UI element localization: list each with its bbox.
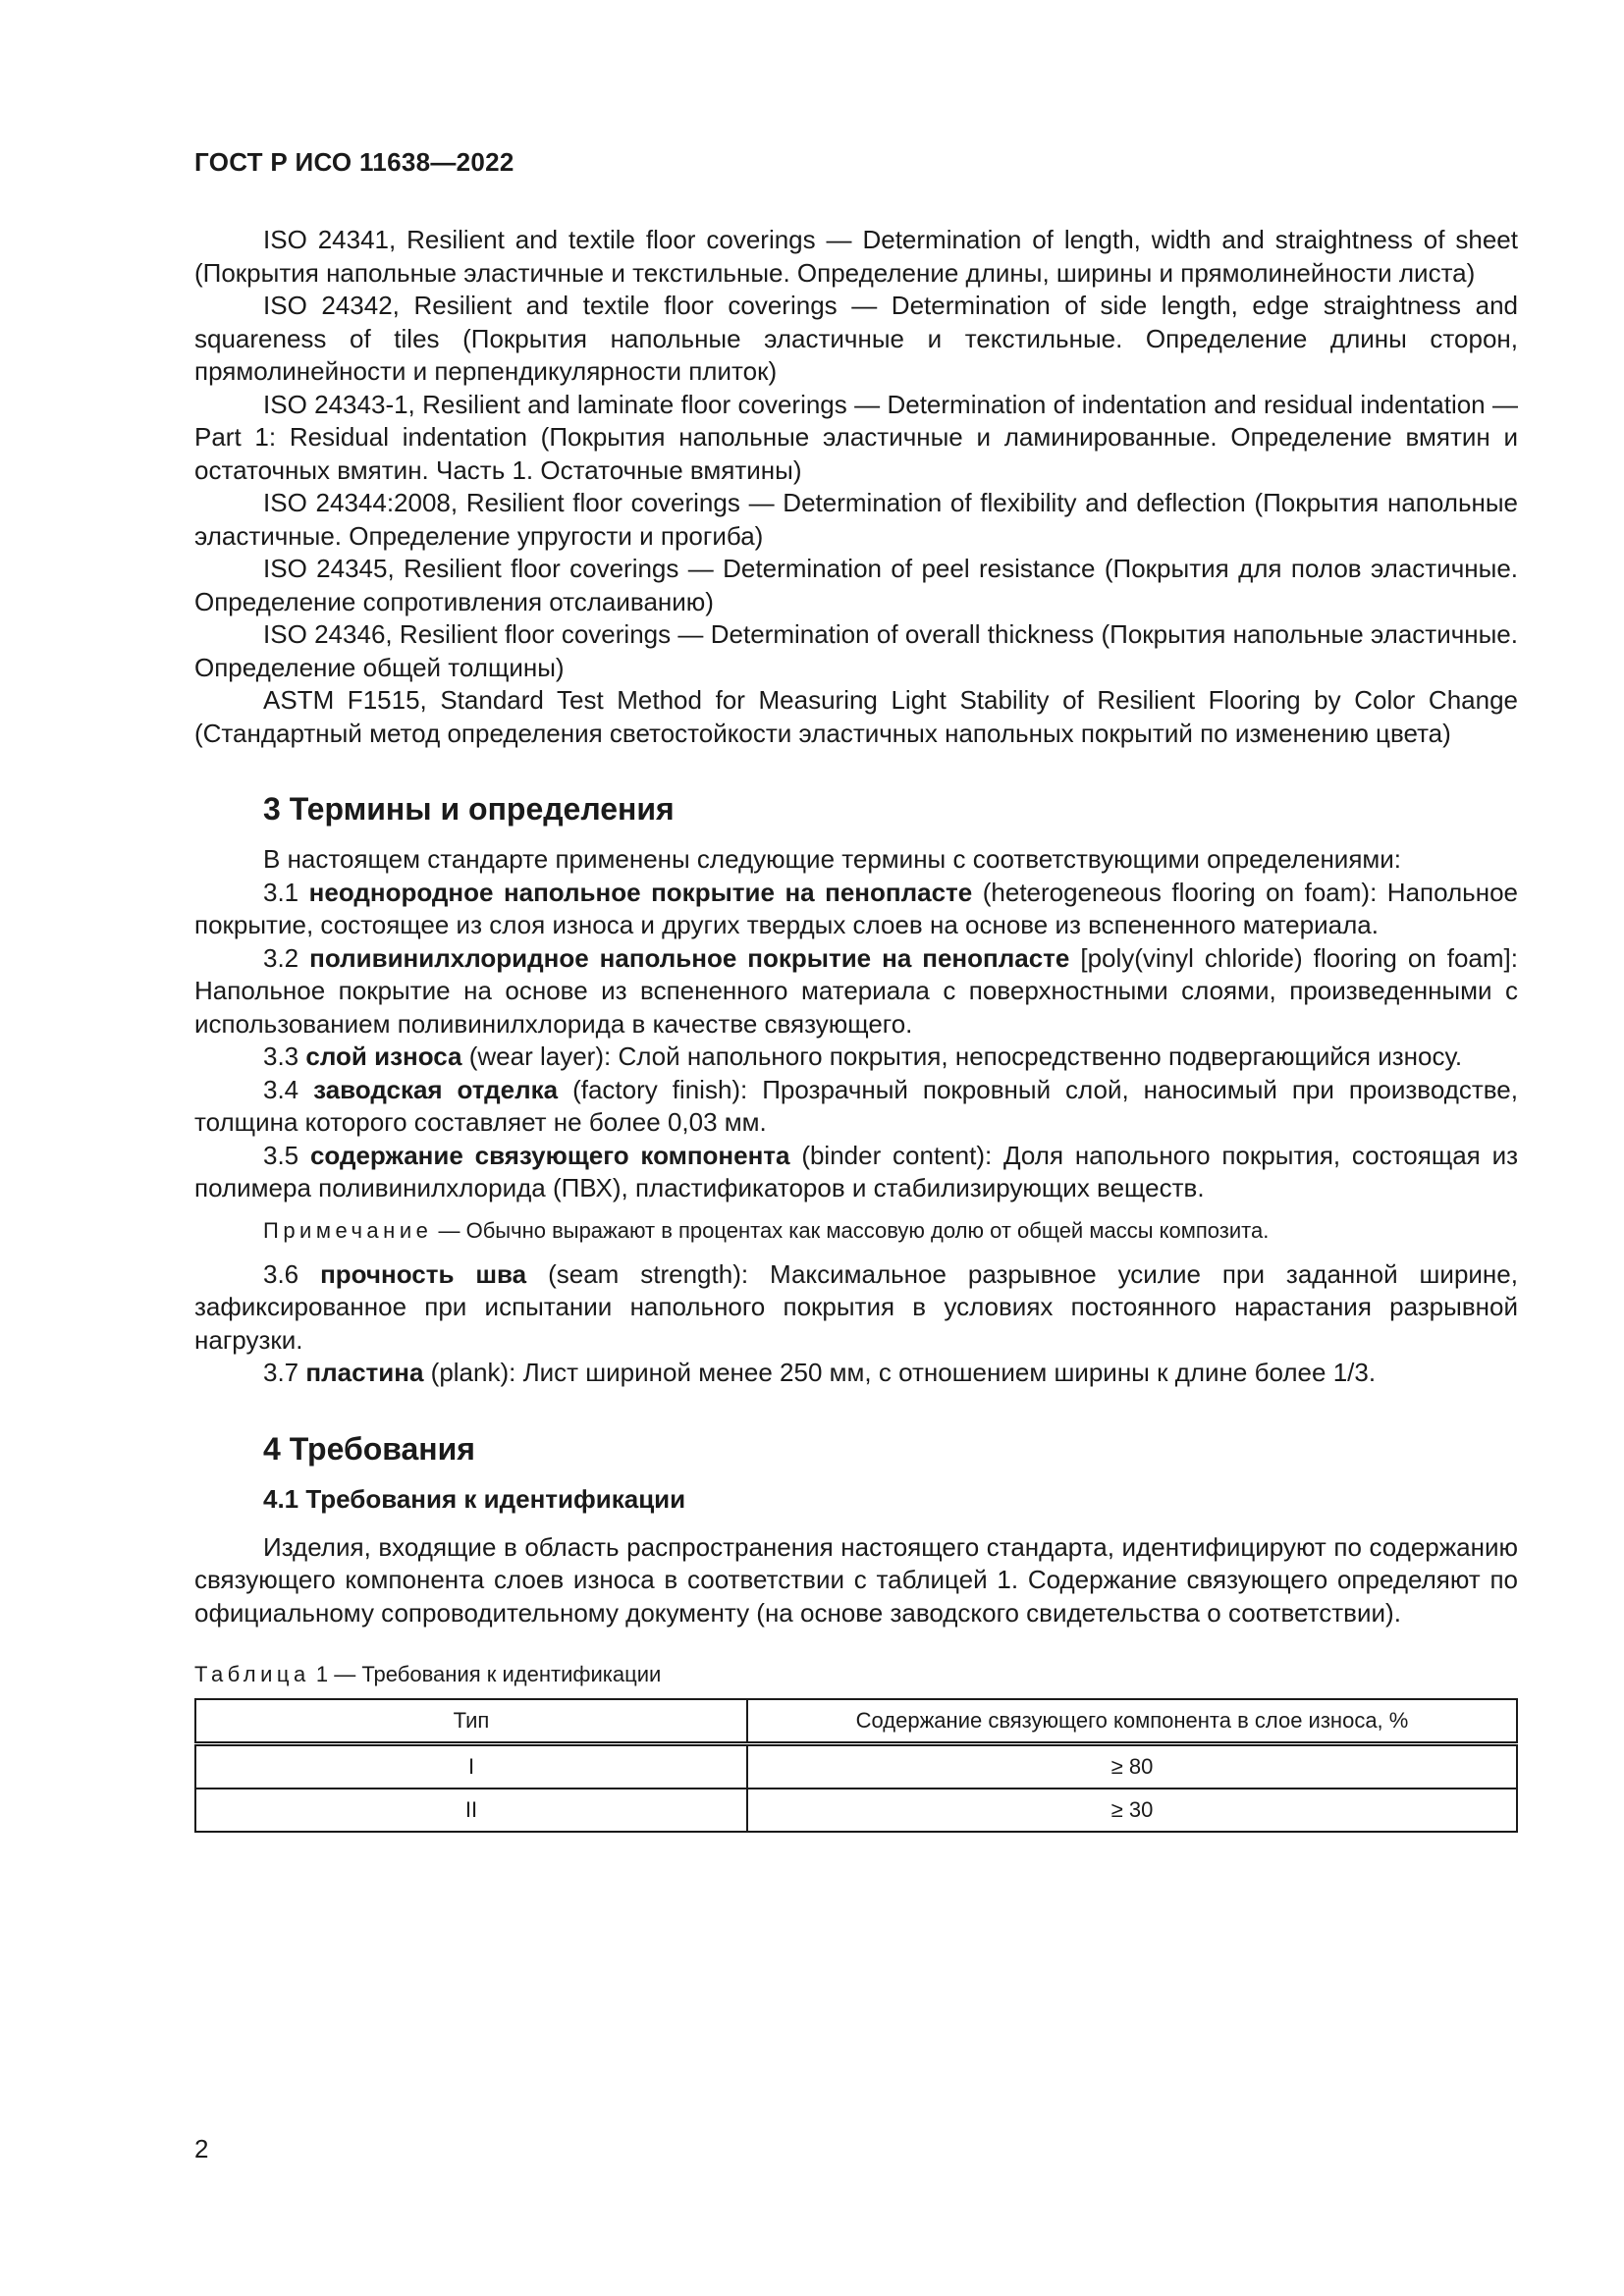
reference-item: ISO 24343-1, Resilient and laminate floor coverings — Determination of indentation and residual indentation — Part 1: Residual indentation (Покрытия напольные эластичные и ламинированные. Определение вмятин и остаточных вмятин. Часть 1. Остаточные вмятины): [194, 389, 1518, 485]
term-name: поливинилхлоридное напольное покрытие на пенопласте: [309, 942, 1070, 973]
term-text: [poly(vinyl chloride) flooring on foam]: Напольное покрытие на основе из вспененного материала с поверхностными слоями, произведенными с использованием поливинилхлорида в качестве связующего.: [194, 942, 1518, 1039]
document-code-header: ГОСТ Р ИСО 11638—2022: [194, 147, 514, 177]
table-row: [195, 1744, 1517, 1789]
term-name: прочность шва: [320, 1258, 527, 1289]
identification-table: [194, 1698, 1518, 1833]
table-cell: ≥ 80: [747, 1744, 1517, 1789]
term-text: (seam strength): Максимальное разрывное усилие при заданной ширине, зафиксированное при испытании напольного покрытия в условиях постоянного нарастания разрывной нагрузки.: [194, 1258, 1518, 1355]
table-cell: I: [195, 1744, 747, 1789]
reference-item: ISO 24345, Resilient floor coverings — Determination of peel resistance (Покрытия для полов эластичные. Определение сопротивления отслаиванию): [194, 554, 1518, 616]
reference-item: ISO 24344:2008, Resilient floor coverings — Determination of flexibility and deflection (Покрытия напольные эластичные. Определение упругости и прогиба): [194, 488, 1518, 551]
table-row: [195, 1789, 1517, 1832]
table-caption-label: Таблица: [194, 1662, 310, 1686]
term-text: (plank): Лист шириной менее 250 мм, с отношением ширины к длине более 1/3.: [430, 1358, 1377, 1387]
section-3-intro: В настоящем стандарте применены следующие термины с соответствующими определениями:: [263, 844, 1402, 874]
term-definition: [194, 1258, 1518, 1358]
table-caption: [194, 1661, 1518, 1688]
reference-item: ISO 24341, Resilient and textile floor coverings — Determination of length, width and straightness of sheet (Покрытия напольные эластичные и текстильные. Определение длины, ширины и прямолинейности листа): [194, 225, 1518, 288]
term-text: (factory finish): Прозрачный покровный слой, наносимый при производстве, толщина которого составляет не более 0,03 мм.: [194, 1074, 1518, 1137]
term-name: заводская отделка: [313, 1074, 559, 1104]
section-3-heading: 3 Термины и определения: [263, 791, 675, 827]
table-cell: II: [195, 1789, 747, 1832]
term-text: (heterogeneous flooring on foam): Напольное покрытие, состоящее из слоя износа и других твердых слоев на основе из вспененного материала.: [194, 877, 1518, 939]
reference-item: ISO 24346, Resilient floor coverings — Determination of overall thickness (Покрытия напольные эластичные. Определение общей толщины): [194, 619, 1518, 682]
term-definition: [194, 1140, 1518, 1205]
term-name: слой износа: [305, 1041, 462, 1071]
term-number: 3.1: [263, 877, 299, 907]
page-body: [194, 224, 1518, 1833]
term-number: 3.4: [263, 1074, 299, 1104]
term-number: 3.6: [263, 1258, 299, 1289]
term-definition: [194, 1357, 1518, 1390]
term-definition: [194, 942, 1518, 1041]
note-text: — Обычно выражают в процентах как массовую долю от общей массы композита.: [438, 1217, 1270, 1243]
term-number: 3.5: [263, 1140, 299, 1170]
term-definition: [194, 1074, 1518, 1140]
term-definition: [194, 877, 1518, 942]
note: [194, 1217, 1518, 1245]
table-caption-text: 1 — Требования к идентификации: [315, 1662, 662, 1686]
term-number: 3.2: [263, 942, 299, 973]
subsection-4-1-heading: 4.1 Требования к идентификации: [263, 1483, 686, 1514]
section-4-heading: 4 Требования: [263, 1430, 475, 1467]
term-number: 3.7: [263, 1358, 299, 1387]
term-text: (binder content): Доля напольного покрытия, состоящая из полимера поливинилхлорида (ПВХ), пластификаторов и стабилизирующих веществ.: [194, 1140, 1519, 1202]
term-name: пластина: [305, 1358, 424, 1387]
term-text: (wear layer): Слой напольного покрытия, непосредственно подвергающийся износу.: [468, 1041, 1463, 1071]
reference-item: ISO 24342, Resilient and textile floor coverings — Determination of side length, edge straightness and squareness of tiles (Покрытия напольные эластичные и текстильные. Определение длины сторон, прямолинейности и перпендикулярности плиток): [194, 291, 1518, 386]
table-header-row: [195, 1699, 1517, 1744]
term-name: неоднородное напольное покрытие на пенопласте: [308, 877, 973, 907]
term-definition: [194, 1041, 1518, 1074]
normative-references-list: [194, 224, 1518, 750]
table-header-cell: Содержание связующего компонента в слое износа, %: [747, 1699, 1517, 1744]
table-header-cell: Тип: [195, 1699, 747, 1744]
page-number: 2: [194, 2134, 209, 2163]
note-label: Примечание: [263, 1217, 433, 1243]
reference-item: ASTM F1515, Standard Test Method for Measuring Light Stability of Resilient Flooring by Color Change (Стандартный метод определения светостойкости эластичных напольных покрытий по изменению цвета): [194, 685, 1518, 748]
section-4-1-paragraph: Изделия, входящие в область распространения настоящего стандарта, идентифицируют по содержанию связующего компонента слоев износа в соответствии с таблицей 1. Содержание связующего определяют по официальному сопроводительному документу (на основе заводского свидетельства о соответствии).: [194, 1531, 1518, 1628]
table-cell: ≥ 30: [747, 1789, 1517, 1832]
term-name: содержание связующего компонента: [309, 1140, 790, 1170]
term-number: 3.3: [263, 1041, 299, 1071]
